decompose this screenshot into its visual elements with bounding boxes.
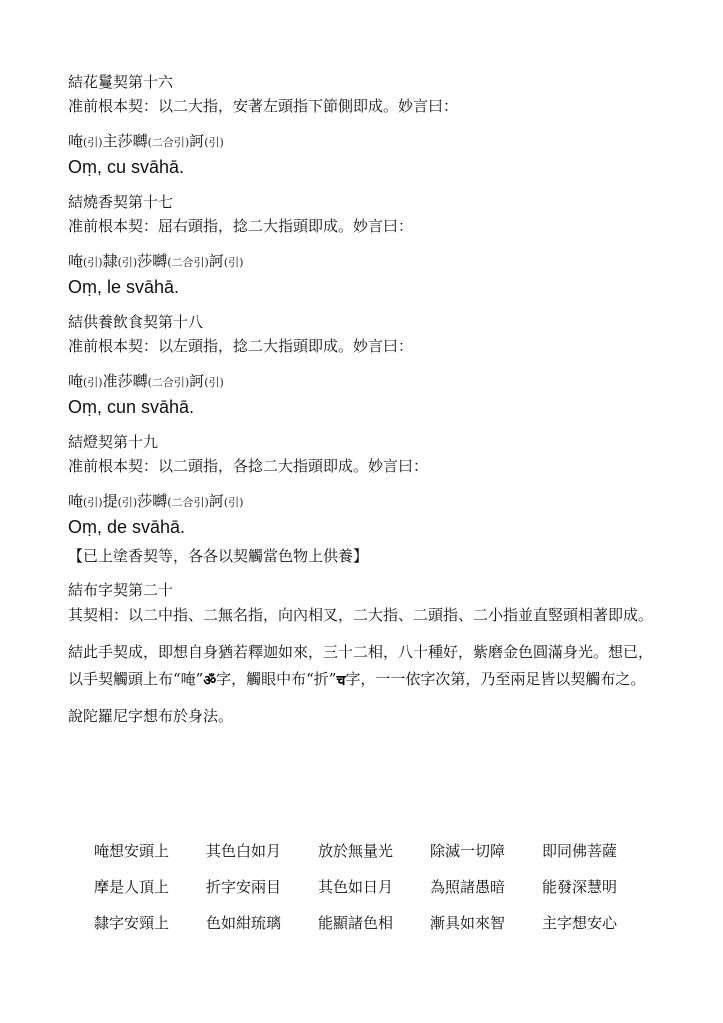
paragraph-text: 結此手契成，即想自身猶若釋迦如來，三十二相，八十種好，紫磨金色圓滿身光。想已，以手契觸頭上布“唵” (68, 643, 654, 688)
visualization-paragraph (68, 639, 660, 694)
verse-cell: 即同佛菩薩 (542, 841, 618, 860)
section-18 (68, 310, 668, 420)
mantra-note: (二合引) (167, 256, 209, 269)
document-body (68, 70, 668, 728)
section-17 (68, 190, 668, 300)
mantra-note: (引) (83, 256, 103, 269)
mantra-note: (二合引) (147, 136, 190, 149)
mantra-char: 唵 (68, 492, 84, 510)
mantra-char: 訶 (208, 252, 224, 270)
verse-cell: 主字想安心 (542, 913, 618, 932)
paragraph-text: 字，觸眼中布“折” (216, 670, 337, 688)
section-16 (68, 70, 668, 180)
verse-cell: 其色如日月 (318, 877, 394, 896)
romanization: Oṃ, le svāhā. (68, 277, 180, 297)
romanization: Oṃ, cu svāhā. (68, 157, 185, 177)
verse-table (94, 832, 654, 940)
mantra-line (68, 370, 668, 394)
romanization: Oṃ, de svāhā. (68, 517, 186, 537)
verse-cell: 色如紺琉璃 (206, 913, 282, 932)
mantra-char: 唵 (68, 372, 84, 390)
section-title: 結燈契第十九 (68, 433, 159, 451)
section-description: 准前根本契：以二頭指，各捻二大指頭即成。妙言曰： (68, 457, 429, 475)
mantra-char: 莎嚩 (137, 492, 168, 510)
romanization: Oṃ, cun svāhā. (68, 397, 195, 417)
paragraph-text: 字，一一依字次第，乃至兩足皆以契觸布之。 (345, 670, 646, 688)
verse-cell: 折字安兩目 (206, 877, 282, 896)
mantra-char: 訶 (189, 372, 205, 390)
verse-cell: 唵想安頭上 (94, 841, 170, 860)
mantra-char: 訶 (208, 492, 224, 510)
section-20 (68, 578, 668, 629)
mantra-note: (引) (204, 136, 224, 149)
mantra-note: (引) (204, 376, 224, 389)
verse-cell: 能發深慧明 (542, 877, 618, 896)
section-title: 結供養飲食契第十八 (68, 313, 204, 331)
mantra-note: (引) (83, 136, 103, 149)
section-title: 結布字契第二十 (68, 581, 174, 599)
mantra-char: 莎嚩 (137, 252, 168, 270)
verse-cell: 能顯諸色相 (318, 913, 394, 932)
mantra-note: (引) (83, 496, 103, 509)
section-title: 結花鬘契第十六 (68, 73, 174, 91)
mantra-note: (引) (117, 496, 138, 509)
mantra-note: (引) (223, 496, 244, 509)
mantra-char: 提 (102, 492, 118, 510)
verse-cell: 放於無量光 (318, 841, 394, 860)
verse-row (94, 868, 654, 904)
mantra-line (68, 250, 668, 274)
section-description: 其契相：以二中指、二無名指，向內相叉，二大指、二頭指、二小指並直竪頭相著即成。 (68, 606, 654, 624)
section-description: 准前根本契：以二大指，安著左頭指下節側即成。妙言曰： (68, 97, 459, 115)
siddham-om-glyph: ॐ (203, 673, 217, 689)
verse-row (94, 904, 654, 940)
section-19 (68, 430, 668, 540)
mantra-char: 准莎嚩 (102, 372, 148, 390)
verse-cell: 摩是人頂上 (94, 877, 170, 896)
verse-row (94, 832, 654, 868)
mantra-char: 唵 (68, 252, 84, 270)
verse-cell: 隸字安頸上 (94, 913, 170, 932)
mantra-note: (引) (223, 256, 244, 269)
mantra-line (68, 490, 668, 514)
verse-cell: 漸具如來智 (430, 913, 506, 932)
mantra-note: (二合引) (147, 376, 190, 389)
section-title: 結燒香契第十七 (68, 193, 174, 211)
mantra-char: 隸 (102, 252, 118, 270)
mantra-line (68, 130, 668, 154)
mantra-note: (二合引) (167, 496, 209, 509)
mantra-note: (引) (117, 256, 138, 269)
verse-cell: 除滅一切障 (430, 841, 506, 860)
section-description: 准前根本契：以左頭指，捻二大指頭即成。妙言曰： (68, 337, 414, 355)
verse-cell: 為照諸愚暗 (430, 877, 506, 896)
mantra-char: 主莎嚩 (102, 132, 148, 150)
bracket-note: 【已上塗香契等，各各以契觸當色物上供養】 (68, 547, 369, 565)
section-description: 准前根本契：屈右頭指，捻二大指頭即成。妙言曰： (68, 217, 414, 235)
mantra-note: (引) (83, 376, 103, 389)
mantra-char: 唵 (68, 132, 84, 150)
verse-cell: 其色白如月 (206, 841, 282, 860)
siddham-ca-glyph: च (336, 673, 346, 689)
mantra-char: 訶 (189, 132, 205, 150)
dharani-heading: 說陀羅尼字想布於身法。 (68, 707, 234, 725)
